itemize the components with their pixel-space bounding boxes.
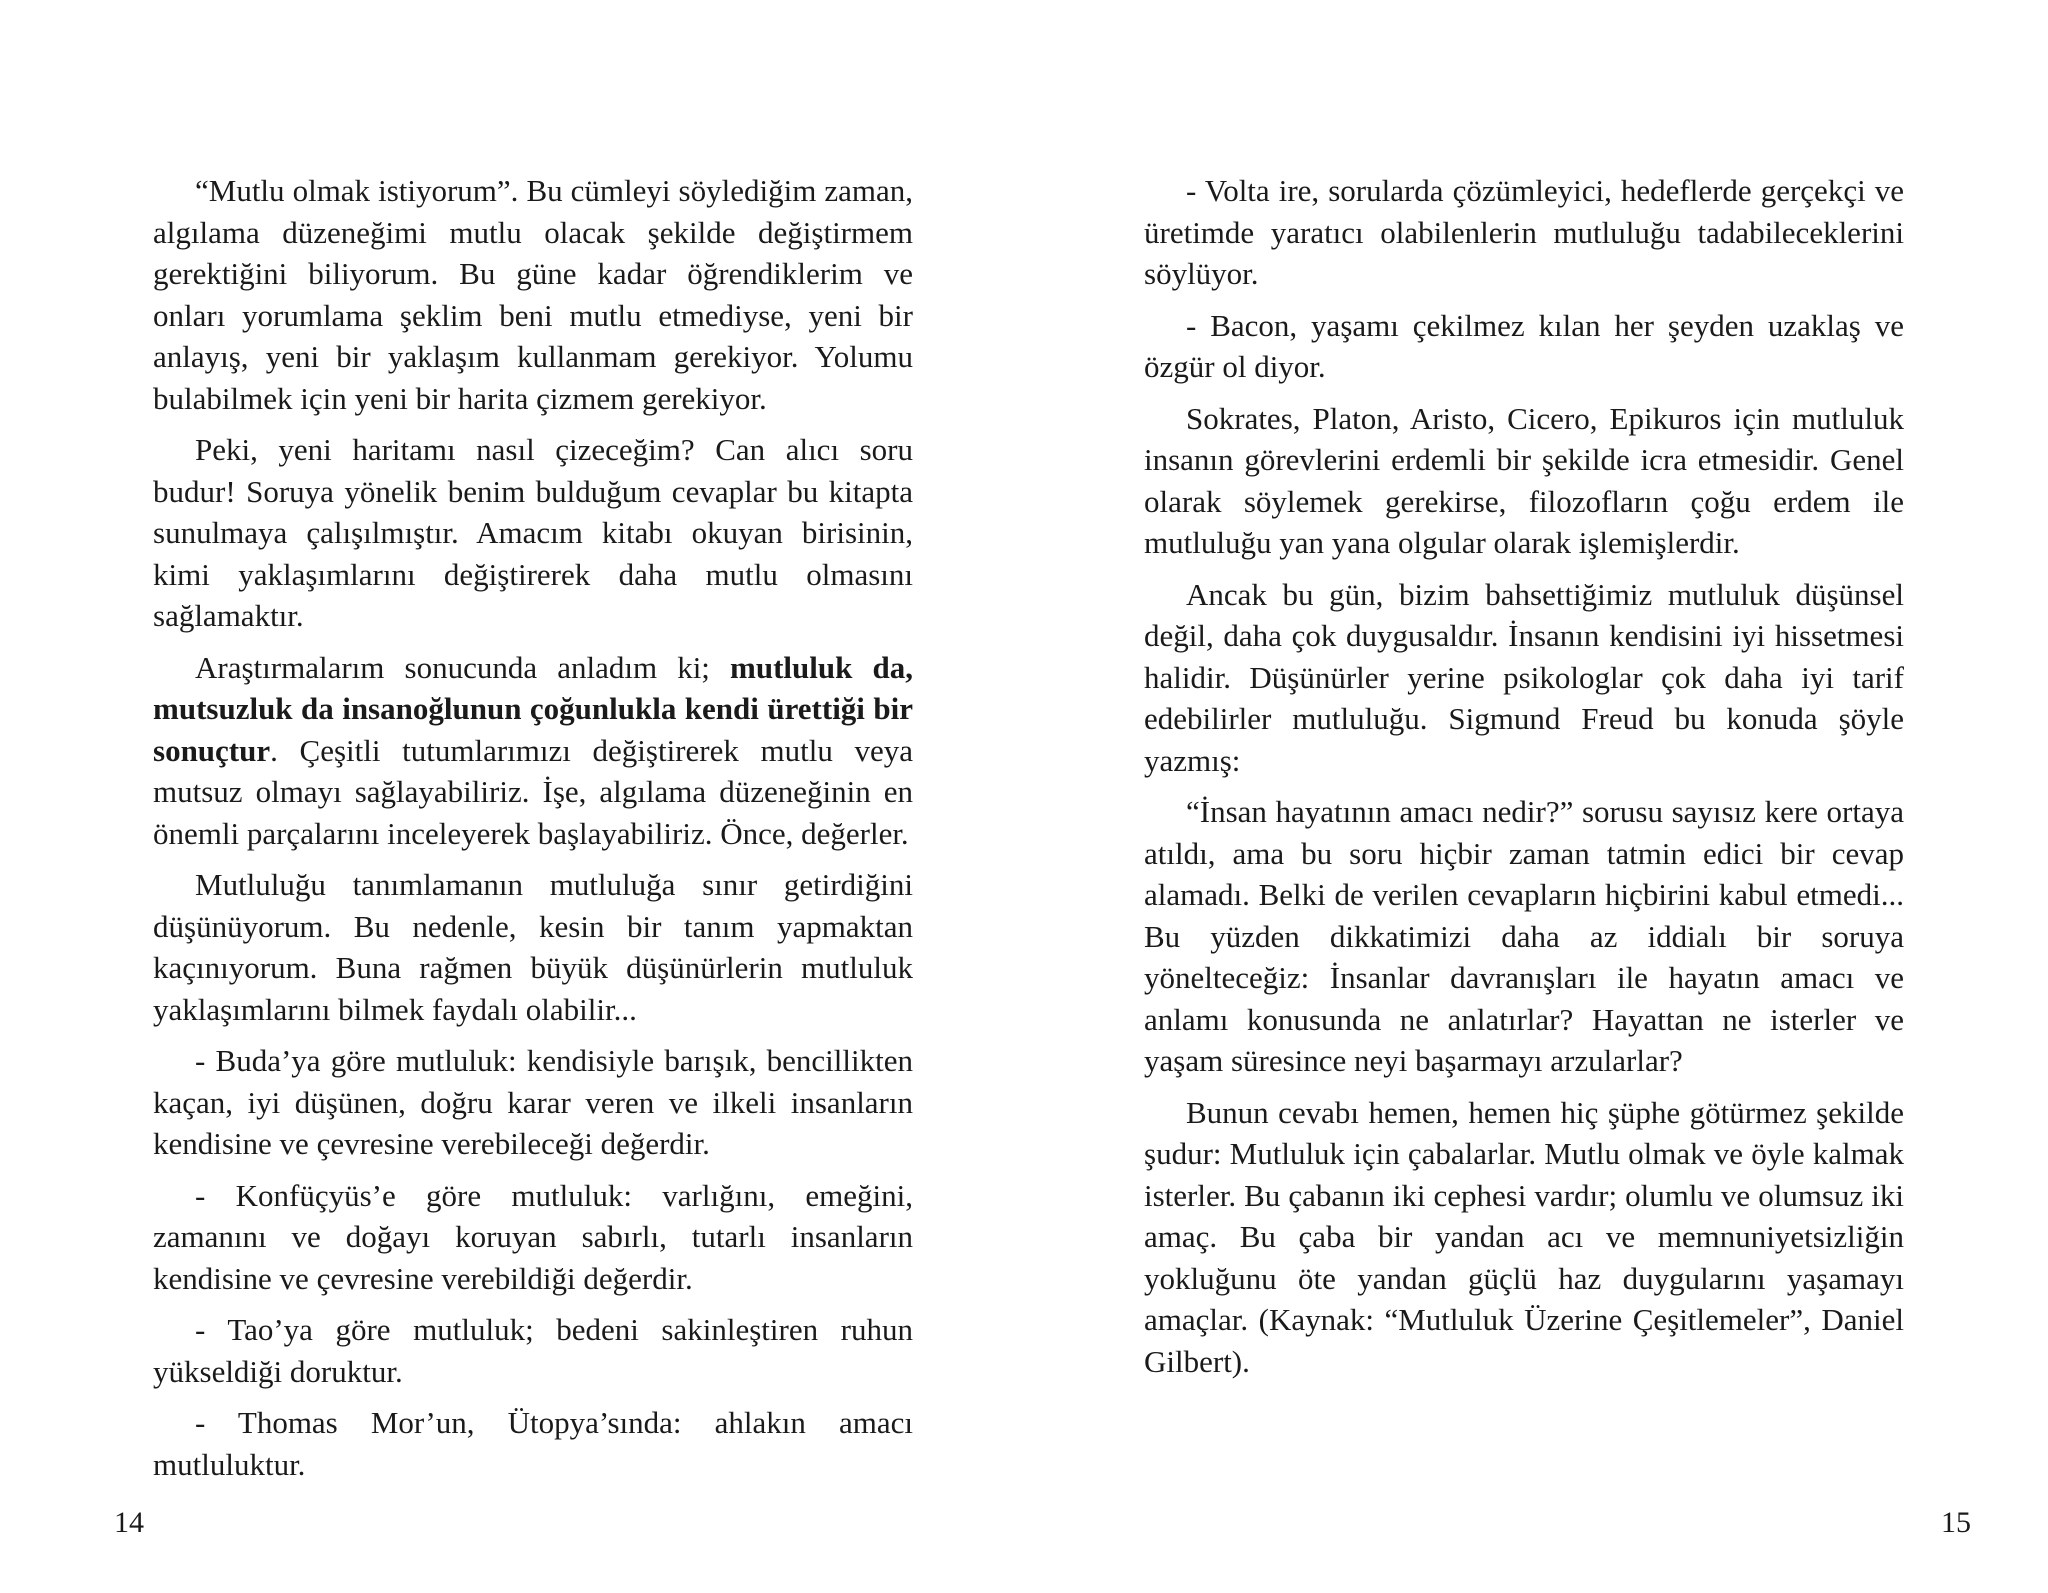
list-paragraph: - Konfüçyüs’e göre mutluluk: varlığını, emeğini, zamanını ve doğayı koruyan sabırlı, tutarlı insanların kendisine ve çevresine verebildiği değerdir. bbox=[153, 1177, 913, 1296]
list-paragraph: - Buda’ya göre mutluluk: kendisiyle barışık, bencillikten kaçan, iyi düşünen, doğru karar veren ve ilkeli insanların kendisine ve çevresine verebileceği değerdir. bbox=[153, 1043, 913, 1161]
list-paragraph: - Tao’ya göre mutluluk; bedeni sakinleştiren ruhun yükseldiği doruktur. bbox=[153, 1312, 913, 1389]
list-paragraph: - Volta ire, sorularda çözümleyici, hedeflerde gerçekçi ve üretimde yaratıcı olabilenlerin mutluluğu tadabileceklerini söylüyor. bbox=[1144, 173, 1904, 291]
paragraph: Sokrates, Platon, Aristo, Cicero, Epikuros için mutluluk insanın görevlerini erdemli bir şekilde icra etmesidir. Genel olarak söylemek gerekirse, filozofların çoğu erdem ile mutluluğu yan yana olgular olarak işlemişlerdir. bbox=[1144, 400, 1904, 560]
paragraph: Bunun cevabı hemen, hemen hiç şüphe götürmez şekilde şudur: Mutluluk için çabalarlar. Mutlu olmak ve öyle kalmak isterler. Bu çabanın iki cephesi vardır; olumlu ve olumsuz iki amaç. Bu çaba bir yandan acı ve memnuniyetsizliğin yokluğunu öte yandan güçlü haz duygularını yaşamayı amaçlar. (Kaynak: “Mutluluk Üzerine Çeşitlemeler”, Daniel Gilbert). bbox=[1144, 1094, 1904, 1379]
quote-paragraph: “İnsan hayatının amacı nedir?” sorusu sayısız kere ortaya atıldı, ama bu soru hiçbir zaman tatmin edici bir cevap alamadı. Belki de verilen cevapların hiçbirini kabul etmedi... Bu yüzden dikkatimizi daha az iddialı bir soruya yönelteceğiz: İnsanlar davranışları ile hayatın amacı ve anlamı konusunda ne anlatırlar? Hayattan ne isterler ve yaşam süresince neyi başarmayı arzularlar? bbox=[1144, 794, 1904, 1078]
left-page-text-column bbox=[153, 170, 913, 1495]
paragraph: Mutluluğu tanımlamanın mutluluğa sınır getirdiğini düşünüyorum. Bu nedenle, kesin bir tanım yapmaktan kaçınıyorum. Buna rağmen büyük düşünürlerin mutluluk yaklaşımlarını bilmek faydalı olabilir... bbox=[153, 867, 913, 1027]
bold-emphasis: mutluluk da, mutsuzluk da insanoğlunun çoğunlukla kendi ürettiği bir sonuçtur bbox=[153, 649, 913, 768]
page-number-right: 15 bbox=[1941, 1506, 1971, 1539]
right-page bbox=[1024, 0, 2048, 1593]
paragraph: Peki, yeni haritamı nasıl çizeceğim? Can alıcı soru budur! Soruya yönelik benim bulduğum cevaplar bu kitapta sunulmaya çalışılmıştır. Amacım kitabı okuyan birisinin, kimi yaklaşımlarını değiştirerek daha mutlu olmasını sağlamaktır. bbox=[153, 432, 913, 633]
paragraph-text: Araştırmalarım sonucunda anladım ki; bbox=[195, 649, 731, 685]
page-number-left: 14 bbox=[114, 1506, 144, 1539]
paragraph: Ancak bu gün, bizim bahsettiğimiz mutluluk düşünsel değil, daha çok duygusaldır. İnsanın kendisini iyi hissetmesi halidir. Düşünürler yerine psikologlar çok daha iyi tarif edebilirler mutluluğu. Sigmund Freud bu konuda şöyle yazmış: bbox=[1144, 576, 1904, 778]
paragraph-text: . Çeşitli tutumlarımızı değiştirerek mutlu veya mutsuz olmayı sağlayabiliriz. İşe, algılama düzeneğinin en önemli parçalarını inceleyerek başlayabiliriz. Önce, değerler. bbox=[153, 732, 913, 851]
paragraph: “Mutlu olmak istiyorum”. Bu cümleyi söylediğim zaman, algılama düzeneğimi mutlu olacak şekilde değiştirmem gerektiğini biliyorum. Bu güne kadar öğrendiklerim ve onları yorumlama şeklim beni mutlu etmediyse, yeni bir anlayış, yeni bir yaklaşım kullanmam gerekiyor. Yolumu bulabilmek için yeni bir harita çizmem gerekiyor. bbox=[153, 173, 913, 416]
list-paragraph: - Bacon, yaşamı çekilmez kılan her şeyden uzaklaş ve özgür ol diyor. bbox=[1144, 307, 1904, 384]
paragraph bbox=[153, 647, 913, 855]
list-paragraph: - Thomas Mor’un, Ütopya’sında: ahlakın amacı mutluluktur. bbox=[153, 1405, 913, 1482]
right-page-text-column bbox=[1144, 170, 1904, 1392]
